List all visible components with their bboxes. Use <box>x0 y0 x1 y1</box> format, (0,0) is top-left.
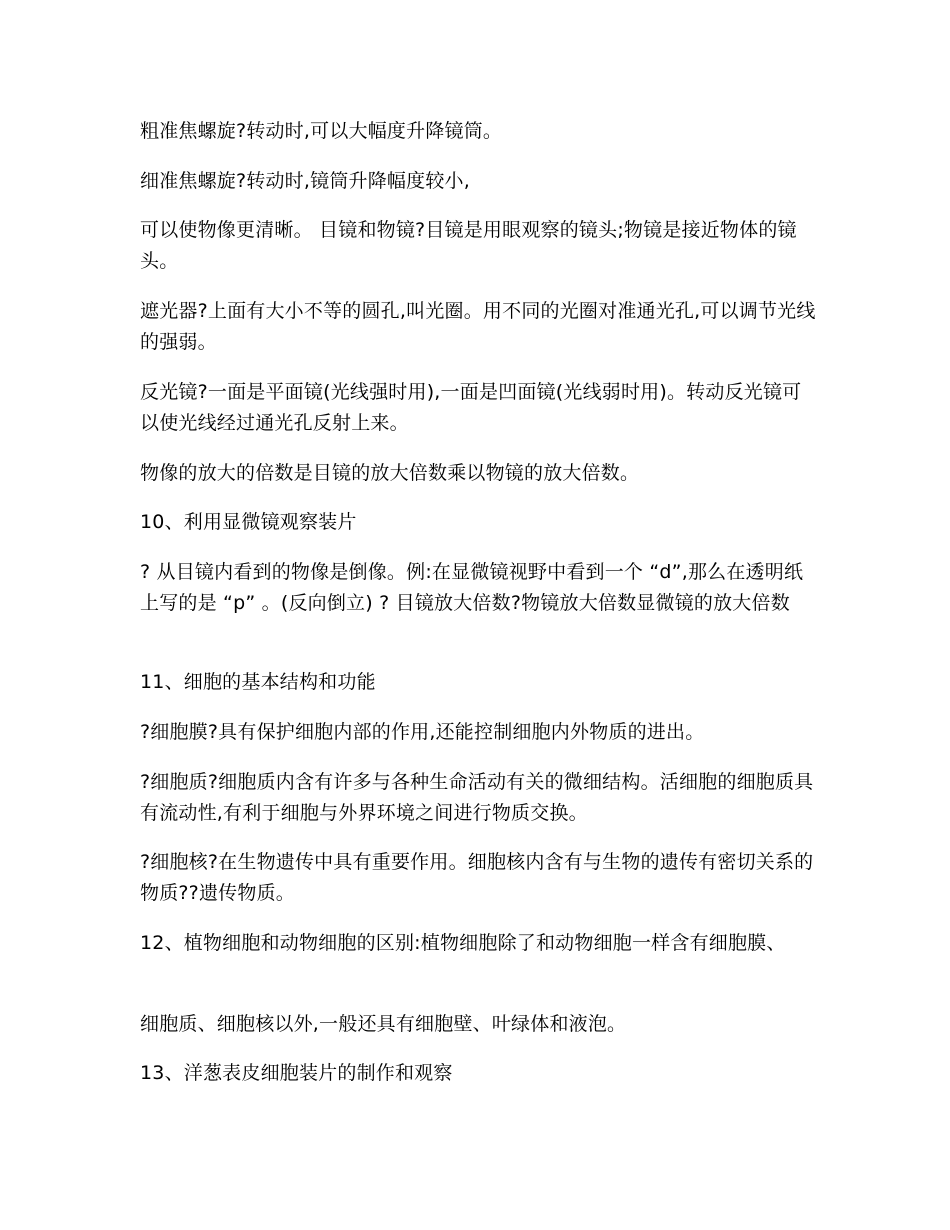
paragraph-magnification: 物像的放大的倍数是目镜的放大倍数乘以物镜的放大倍数。 <box>140 462 640 484</box>
paragraph-coarse-focus: 粗准焦螺旋?转动时,可以大幅度升降镜筒。 <box>140 120 503 142</box>
paragraph-nucleus: ?细胞核?在生物遗传中具有重要作用。细胞核内含有与生物的遗传有密切关系的物质??遗传物质。 <box>140 851 814 904</box>
section-heading-10: 10、利用显微镜观察装片 <box>140 511 357 533</box>
paragraph-diaphragm: 遮光器?上面有大小不等的圆孔,叫光圈。用不同的光圈对准通光孔,可以调节光线的强弱。 <box>140 300 816 353</box>
paragraph-eyepiece-objective: 可以使物像更清晰。 目镜和物镜?目镜是用眼观察的镜头;物镜是接近物体的镜头。 <box>140 219 797 272</box>
paragraph-fine-focus: 细准焦螺旋?转动时,镜筒升降幅度较小, <box>140 170 470 192</box>
paragraph-plant-cell-structures: 细胞质、细胞核以外,一般还具有细胞壁、叶绿体和液泡。 <box>140 1013 627 1035</box>
paragraph-cytoplasm: ?细胞质?细胞质内含有许多与各种生命活动有关的微细结构。活细胞的细胞质具有流动性,有利于细胞与外界环境之间进行物质交换。 <box>140 771 814 824</box>
section-heading-11: 11、细胞的基本结构和功能 <box>140 671 376 693</box>
paragraph-inverted-image: ? 从目镜内看到的物像是倒像。例:在显微镜视野中看到一个 “d”,那么在透明纸上写的是 “p” 。(反向倒立) ? 目镜放大倍数?物镜放大倍数显微镜的放大倍数 <box>140 561 804 614</box>
section-heading-13: 13、洋葱表皮细胞装片的制作和观察 <box>140 1062 453 1084</box>
section-heading-12: 12、植物细胞和动物细胞的区别:植物细胞除了和动物细胞一样含有细胞膜、 <box>140 932 786 954</box>
paragraph-mirror: 反光镜?一面是平面镜(光线强时用),一面是凹面镜(光线弱时用)。转动反光镜可以使光线经过通光孔反射上来。 <box>140 381 802 434</box>
paragraph-cell-membrane: ?细胞膜?具有保护细胞内部的作用,还能控制细胞内外物质的进出。 <box>140 721 705 743</box>
